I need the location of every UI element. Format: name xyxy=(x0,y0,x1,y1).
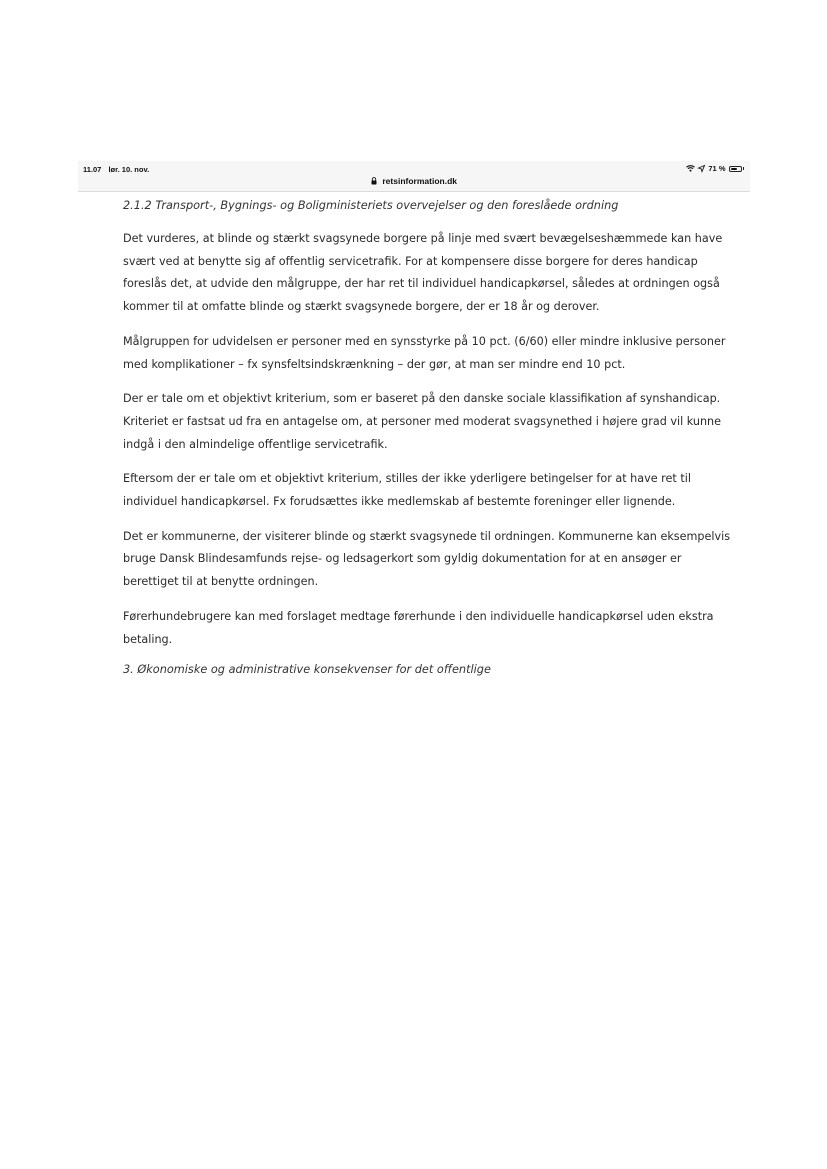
status-time: 11.07 xyxy=(83,165,102,174)
paragraph xyxy=(123,606,743,651)
text-line: Målgruppen for udvidelsen er personer med en synsstyrke på 10 pct. (6/60) eller mindre inklusive personer xyxy=(123,334,726,348)
text-line: bruge Dansk Blindesamfunds rejse- og ledsagerkort som gyldig dokumentation for at en ansøger er xyxy=(123,552,682,566)
text-line: svært ved at benytte sig af offentlig servicetrafik. For at kompensere disse borgere for deres handicap xyxy=(123,254,698,268)
text-line: indgå i den almindelige offentlige servicetrafik. xyxy=(123,437,388,451)
text-line: betaling. xyxy=(123,632,173,646)
document-content xyxy=(78,192,743,676)
text-line: Kriteriet er fastsat ud fra en antagelse om, at personer med moderat svagsynethed i højere grad vil kunne xyxy=(123,414,722,428)
text-line: med komplikationer – fx synsfeltsindskrænkning – der gør, at man ser mindre end 10 pct. xyxy=(123,357,626,371)
paragraph xyxy=(123,331,743,376)
text-line: Der er tale om et objektivt kriterium, som er baseret på den danske sociale klassifikation af synshandicap. xyxy=(123,392,721,406)
paragraph xyxy=(123,388,743,456)
text-line: Førerhundebrugere kan med forslaget medtage førerhunde i den individuelle handicapkørsel uden ekstra xyxy=(123,609,714,623)
status-right xyxy=(686,164,744,173)
next-section-heading: 3. Økonomiske og administrative konsekvenser for det offentlige xyxy=(123,663,491,677)
url-bar[interactable] xyxy=(78,176,750,187)
location-arrow-icon xyxy=(698,165,705,172)
text-line: Det vurderes, at blinde og stærkt svagsynede borgere på linje med svært bevægelseshæmmede kan have xyxy=(123,232,723,245)
status-left xyxy=(83,165,154,174)
battery-icon xyxy=(729,166,745,172)
lock-icon xyxy=(371,177,377,187)
text-line: Eftersom der er tale om et objektivt kriterium, stilles der ikke yderligere betingelser for at have ret til xyxy=(123,472,691,486)
text-line: berettiget til at benytte ordningen. xyxy=(123,575,319,589)
battery-fill xyxy=(731,168,737,170)
paragraph xyxy=(123,228,743,319)
paragraph xyxy=(123,526,743,594)
text-line: Det er kommunerne, der visiterer blinde og stærkt svagsynede til ordningen. Kommunerne kan eksempelvis xyxy=(123,529,731,543)
status-date: lør. 10. nov. xyxy=(108,165,150,174)
battery-percent: 71 % xyxy=(708,164,726,173)
paragraph xyxy=(123,468,743,513)
text-line: individuel handicapkørsel. Fx forudsættes ikke medlemskab af bestemte foreninger eller lignende. xyxy=(123,495,676,509)
screenshot-frame xyxy=(78,161,750,677)
status-bar xyxy=(78,161,750,192)
wifi-icon xyxy=(686,165,695,172)
section-heading: 2.1.2 Transport-, Bygnings- og Boligministeriets overvejelser og den foreslåede ordning xyxy=(123,199,619,212)
url-text: retsinformation.dk xyxy=(382,176,457,186)
text-line: kommer til at omfatte blinde og stærkt svagsynede borgere, der er 18 år og derover. xyxy=(123,300,600,314)
text-line: foreslås det, at udvide den målgruppe, der har ret til individuel handicapkørsel, således at ordningen også xyxy=(123,277,720,291)
